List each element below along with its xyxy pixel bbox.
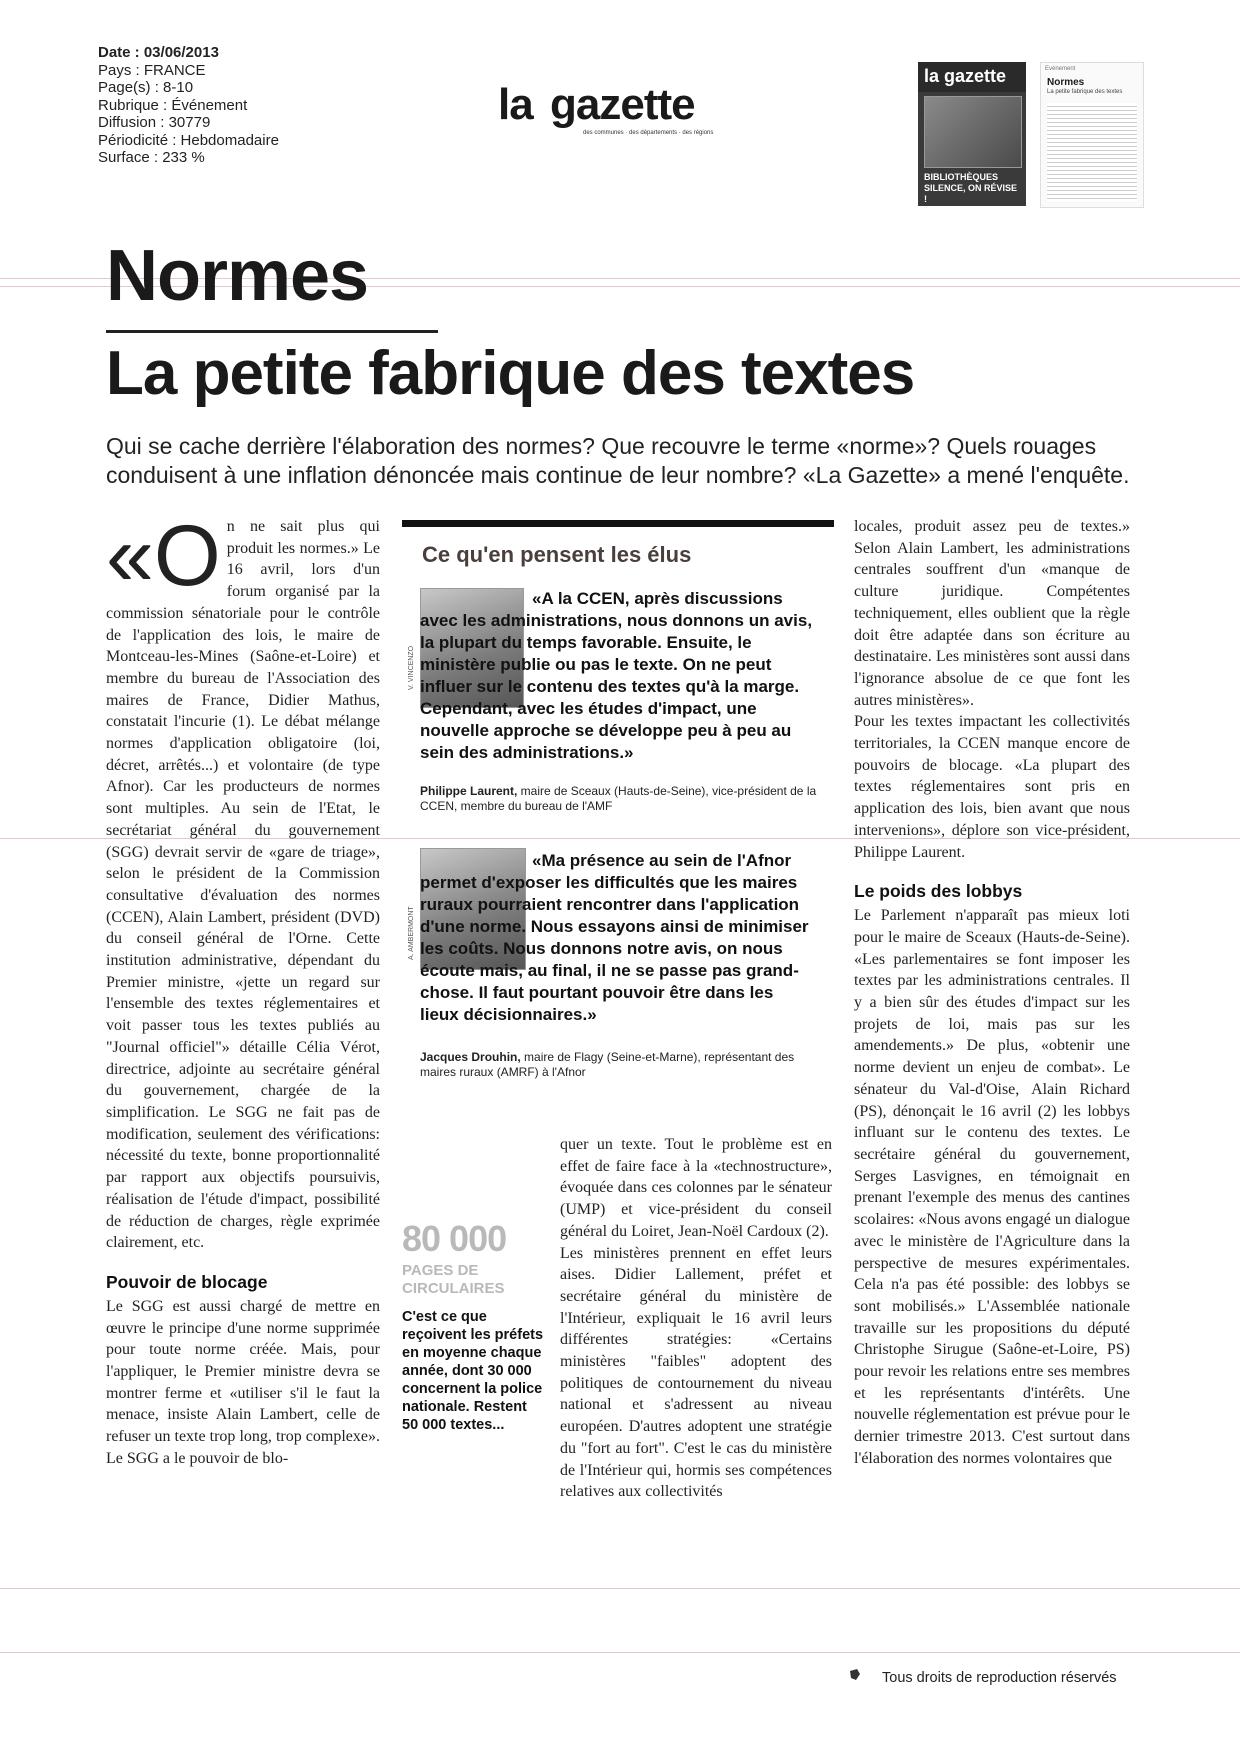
paragraph: Les ministères prennent en effet leurs aises. Didier Lallement, préfet et secrétaire général du ministère de l'Intérieur, expliquait le 16 avril leurs différentes stratégies: «Certains ministères "faibles" adoptent des politiques de contournement du niveau national et s'adressent au niveau européen. D'autres adoptent une stratégie du "fort au fort". C'est le cas du ministère de l'Intérieur qui, hormis ses compétences relatives aux collectivités: [560, 1244, 832, 1501]
meta-periodicity: Périodicité : Hebdomadaire: [98, 131, 279, 149]
meta-date: Date : 03/06/2013: [98, 44, 219, 61]
stat-label: PAGES DE CIRCULAIRES: [402, 1262, 505, 1297]
subheading: Le poids des lobbys: [854, 881, 1023, 902]
dropcap: «O: [106, 508, 221, 604]
body-column-1: [106, 508, 380, 1470]
subheading: Pouvoir de blocage: [106, 1271, 268, 1292]
signature-role: maire de Flagy (Seine-et-Marne), représentant des maires ruraux (AMRF) à l'Afnor: [420, 1050, 795, 1079]
paragraph: Pour les textes impactant les collectivités territoriales, la CCEN manque encore de pouvoirs de blocage. «La plupart des textes réglementaires sont pris en application des lois, bien avant que nous intervenions», déplore son vice-président, Philippe Laurent.: [854, 713, 1130, 861]
paragraph: [106, 508, 380, 1254]
quote-signature: [420, 1050, 820, 1080]
stat-number: 80 000: [402, 1218, 507, 1259]
paragraph: Le Parlement n'apparaît pas mieux loti pour le maire de Sceaux (Hauts-de-Seine). «Les parlementaires se font imposer les textes par les administrations centrales. Il y a bien sûr des études d'impact sur les projets de loi, mais pas sur les amendements.» De plus, «obtenir une norme devient un enjeu de combat». Le sénateur du Val-d'Oise, Alain Richard (PS), dénonçait le 16 avril (2) les lobbys influant sur le contenu des textes. Le secrétaire général du gouvernement, Serges Lasvignes, en témoignait en prenant l'exemple des menus des cantines scolaires: «Nous avons engagé un dialogue avec le ministère de l'Agriculture dans la perspective de mesures expérimentales. Cela n'a pas été possible: des lobbys se sont mobilisés.» L'Assemblée nationale travaille sur les propositions du député Christophe Sirugue (Saône-et-Loire, PS) pour revoir les relations entre ses membres et les représentants d'intérêts. Une nouvelle réglementation est prévue pour le dernier trimestre 2013. C'est surtout dans l'élaboration des normes volontaires que: [854, 907, 1130, 1467]
signature-role: maire de Sceaux (Hauts-de-Seine), vice-président de la CCEN, membre du bureau de l'AMF: [420, 784, 817, 813]
meta-section: Rubrique : Événement: [98, 96, 248, 114]
quote-text: «Ma présence au sein de l'Afnor permet d'exposer les difficultés que les maires ruraux pourraient rencontrer dans l'application d'une norme. Nous essayons ainsi de minimiser les coûts. Nous donnons notre avis, on nous écoute mais, au final, il ne se passe pas grand-chose. Il faut pourtant pouvoir être dans les lieux décisionnaires.»: [420, 851, 809, 1024]
meta-circulation: Diffusion : 30779: [98, 114, 211, 131]
stat-description: C'est ce que reçoivent les préfets en moyenne chaque année, dont 30 000 concernent la police nationale. Restent 50 000 textes...: [402, 1309, 544, 1433]
cover-headline: BIBLIOTHÈQUES SILENCE, ON RÉVISE !: [924, 172, 1018, 204]
quote-signature: [420, 784, 820, 814]
scan-line: [0, 1652, 1240, 1653]
scan-line: [0, 1588, 1240, 1589]
article-kicker: Normes: [106, 236, 369, 316]
paragraph: Le SGG est aussi chargé de mettre en œuvre le principe d'une norme supprimée pour toute norme créée. Mais, pour l'appliquer, le Premier ministre devra se montrer ferme et «utiliser s'il le faut la menace, insiste Alain Lambert, celle de refuser un texte trop long, trop complexe». Le SGG a le pouvoir de blo-: [106, 1297, 380, 1467]
magazine-cover-thumbnail: [918, 62, 1026, 206]
press-metadata: [98, 44, 279, 167]
article-title: La petite fabrique des textes: [106, 339, 915, 408]
thumb-title: Normes: [1047, 77, 1085, 88]
logo-la: la: [498, 80, 533, 129]
thumb-subtitle: La petite fabrique des textes: [1047, 89, 1123, 95]
meta-pages: Page(s) : 8-10: [98, 79, 194, 96]
body-column-3: [854, 516, 1130, 1470]
footer-rights: Tous droits de reproduction réservés: [882, 1670, 1117, 1686]
quote-text: «A la CCEN, après discussions avec les administrations, nous donnons un avis, la plupart du temps favorable. Ensuite, le ministère publie ou pas le texte. On ne peut influer sur le contenu des textes qu'à la marge. Cependant, avec les études d'impact, une nouvelle approche se développe peu à peu au sein des administrations.»: [420, 589, 813, 762]
box-top-bar: [402, 520, 834, 527]
logo-tagline: des communes · des départements · des régions: [583, 130, 714, 136]
signature-name: Jacques Drouhin,: [420, 1050, 521, 1064]
publication-logo: [498, 70, 738, 140]
copyright-mark-icon: [848, 1668, 862, 1682]
meta-surface: Surface : 233 %: [98, 149, 205, 166]
cover-photo: [924, 96, 1022, 168]
logo-gazette: gazette: [550, 80, 695, 129]
photo-credit: A. AMBERMONT: [408, 906, 415, 960]
thumb-text-lines: [1047, 103, 1137, 201]
thumb-rubric: Evénement: [1045, 66, 1076, 72]
cover-brand: la gazette: [924, 66, 1007, 86]
body-column-2: [560, 1134, 832, 1503]
sidebar-box-opinions: [402, 520, 834, 1080]
kicker-rule: [106, 330, 438, 333]
paragraph-text: n ne sait plus qui produit les normes.» Le 16 avril, lors d'un forum organisé par la commission sénatoriale pour le contrôle de l'application des lois, le maire de Montceau-les-Mines (Saône-et-Loire) et membre du bureau de l'Association des maires de France, Didier Mathus, constatait l'incurie (1). Le débat mélange normes d'application obligatoire (loi, décret, arrêtés...) et volontaire (de type Afnor). Car les producteurs de normes sont multiples. Au sein de l'Etat, le secrétariat général du gouvernement (SGG) devrait servir de «gare de triage», selon le président de la Commission consultative d'évaluation des normes (CCEN), Alain Lambert, président (DVD) du conseil général de l'Orne. Cette institution administrative, dépendant du Premier ministre, «jette un regard sur l'ensemble des textes réglementaires et voit passer tous les textes publiés au "Journal officiel"» détaille Célia Vérot, directrice, adjointe au secrétaire général du gouvernement, chargée de la simplification. Le SGG ne fait pas de modification, seulement des vérifications: nécessité du texte, bonne proportionnalité par rapport aux objectifs poursuivis, réalisation de l'étude d'impact, possibilité de réduction de charges, règle exprimée clairement, etc.: [106, 518, 380, 1252]
paragraph: quer un texte. Tout le problème est en effet de faire face à la «technostructure», évoquée dans ces colonnes par le sénateur (UMP) et vice-président du conseil général du Loiret, Jean-Noël Cardoux (2).: [560, 1136, 832, 1240]
signature-name: Philippe Laurent,: [420, 784, 518, 798]
photo-credit: V. VINCENZO: [408, 645, 415, 690]
box-heading: Ce qu'en pensent les élus: [422, 542, 692, 567]
paragraph: locales, produit assez peu de textes.» Selon Alain Lambert, les administrations centrales souffrent d'un «manque de culture juridique. Compétentes techniquement, elles oublient que la règle doit être adaptée dans son écriture au destinataire. Les ministères sont aussi dans l'ignorance absolue de ce que font les autres ministères».: [854, 518, 1130, 709]
article-lead: Qui se cache derrière l'élaboration des normes? Que recouvre le terme «norme»? Quels rouages conduisent à une inflation dénoncée mais continue de leur nombre? «La Gazette» a mené l'enquête.: [106, 433, 1130, 488]
article-page-thumbnail: [1040, 62, 1144, 208]
meta-country: Pays : FRANCE: [98, 61, 206, 79]
